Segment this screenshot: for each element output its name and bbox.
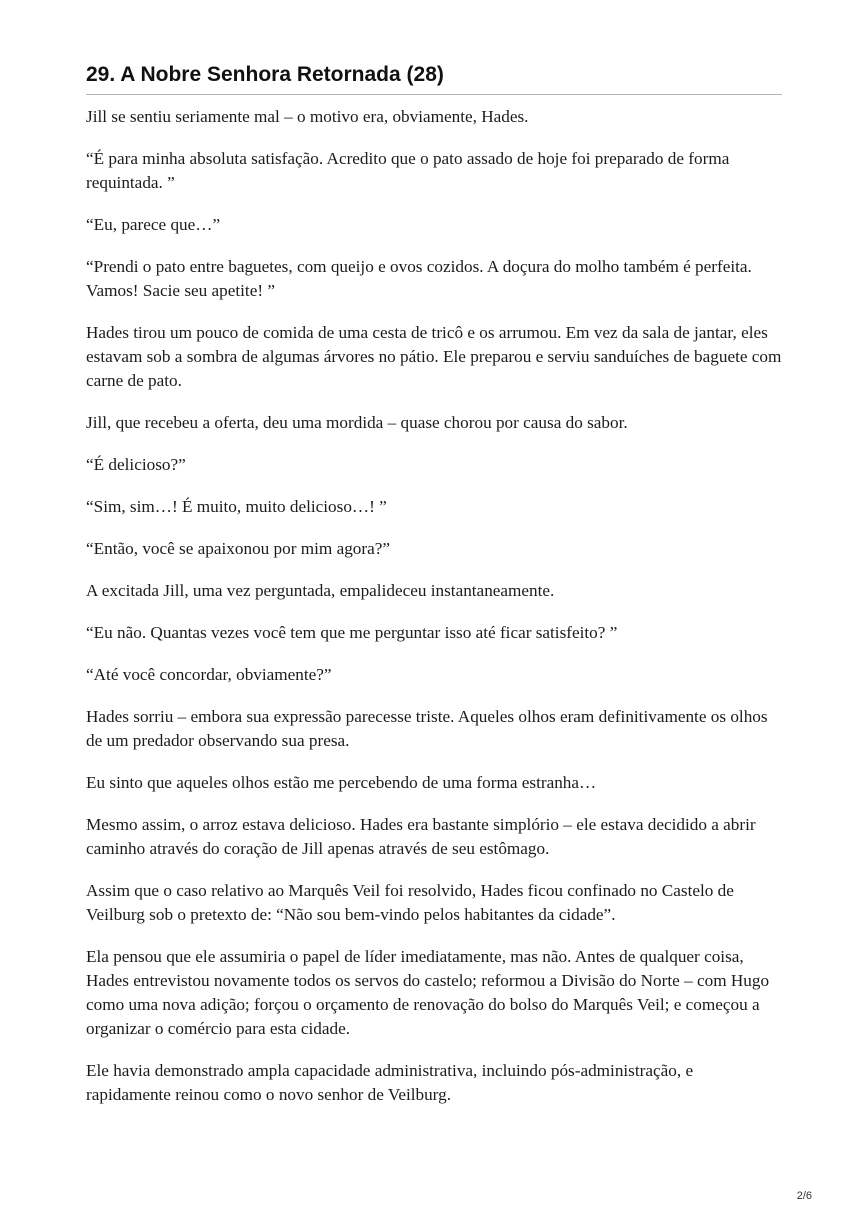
paragraph: Mesmo assim, o arroz estava delicioso. Hades era bastante simplório – ele estava decidido a abrir caminho através do coração de Jill apenas através de seu estômago. [86,815,756,858]
paragraph: A excitada Jill, uma vez perguntada, empalideceu instantaneamente. [86,581,555,600]
chapter-title: 29. A Nobre Senhora Retornada (28) [86,62,782,95]
paragraph: “É delicioso?” [86,455,186,474]
paragraph: “Eu, parece que…” [86,215,221,234]
paragraph: “Sim, sim…! É muito, muito delicioso…! ” [86,497,387,516]
paragraph: Jill se sentiu seriamente mal – o motivo era, obviamente, Hades. [86,107,529,126]
paragraph: Ele havia demonstrado ampla capacidade administrativa, incluindo pós-administração, e rapidamente reinou como o novo senhor de Veilburg. [86,1061,694,1104]
paragraph: “Então, você se apaixonou por mim agora?” [86,539,391,558]
paragraph: Eu sinto que aqueles olhos estão me percebendo de uma forma estranha… [86,773,597,792]
paragraph: Hades sorriu – embora sua expressão parecesse triste. Aqueles olhos eram definitivamente os olhos de um predador observando sua presa. [86,707,768,750]
chapter-body [86,105,782,1107]
paragraph: Hades tirou um pouco de comida de uma cesta de tricô e os arrumou. Em vez da sala de jantar, eles estavam sob a sombra de algumas árvores no pátio. Ele preparou e serviu sanduíches de baguete com carne de pato. [86,323,782,390]
page-number: 2/6 [796,1190,812,1202]
paragraph: “É para minha absoluta satisfação. Acredito que o pato assado de hoje foi preparado de forma requintada. ” [86,149,730,192]
paragraph: “Eu não. Quantas vezes você tem que me perguntar isso até ficar satisfeito? ” [86,623,618,642]
paragraph: Assim que o caso relativo ao Marquês Veil foi resolvido, Hades ficou confinado no Castelo de Veilburg sob o pretexto de: “Não sou bem-vindo pelos habitantes da cidade”. [86,881,734,924]
paragraph: “Prendi o pato entre baguetes, com queijo e ovos cozidos. A doçura do molho também é perfeita. Vamos! Sacie seu apetite! ” [86,257,752,300]
paragraph: Ela pensou que ele assumiria o papel de líder imediatamente, mas não. Antes de qualquer coisa, Hades entrevistou novamente todos os servos do castelo; reformou a Divisão do Norte – com Hugo como uma nova adição; forçou o orçamento de renovação do bolso do Marquês Veil; e começou a organizar o comércio para esta cidade. [86,947,770,1038]
document-page [86,62,782,1125]
paragraph: Jill, que recebeu a oferta, deu uma mordida – quase chorou por causa do sabor. [86,413,628,432]
paragraph: “Até você concordar, obviamente?” [86,665,332,684]
